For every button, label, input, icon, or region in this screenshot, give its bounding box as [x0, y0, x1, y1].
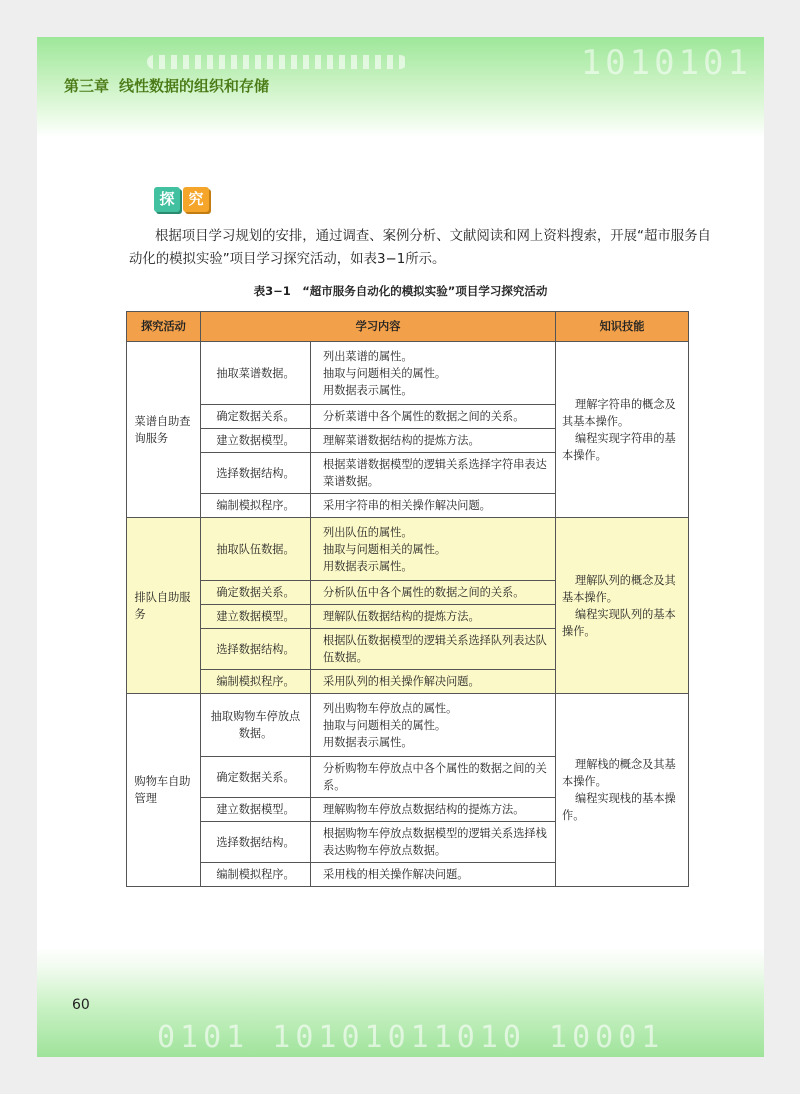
- header-wave-decoration: [147, 55, 407, 69]
- activity-cell: 菜谱自助查询服务: [127, 342, 201, 518]
- step-cell: 抽取购物车停放点数据。: [201, 694, 311, 757]
- intro-text: 根据项目学习规划的安排，通过调查、案例分析、文献阅读和网上资料搜索，开展“超市服务自动化的模拟实验”项目学习探究活动，如表3−1所示。: [129, 229, 711, 267]
- step-cell: 确定数据关系。: [201, 581, 311, 605]
- step-cell: 选择数据结构。: [201, 453, 311, 494]
- content-cell: 根据菜谱数据模型的逻辑关系选择字符串表达菜谱数据。: [311, 453, 556, 494]
- step-cell: 编制模拟程序。: [201, 494, 311, 518]
- intro-paragraph: [129, 225, 724, 271]
- chapter-heading: [64, 75, 279, 96]
- step-cell: 确定数据关系。: [201, 757, 311, 798]
- table-header-row: [127, 312, 689, 342]
- table-row: [127, 694, 689, 757]
- table-row: [127, 518, 689, 581]
- step-cell: 选择数据结构。: [201, 822, 311, 863]
- skills-cell: 理解栈的概念及其基本操作。 编程实现栈的基本操作。: [556, 694, 689, 887]
- content-cell: 根据队伍数据模型的逻辑关系选择队列表达队伍数据。: [311, 629, 556, 670]
- step-cell: 选择数据结构。: [201, 629, 311, 670]
- header-binary-decoration: 1010101: [580, 43, 752, 83]
- step-cell: 确定数据关系。: [201, 405, 311, 429]
- content-cell: 根据购物车停放点数据模型的逻辑关系选择栈表达购物车停放点数据。: [311, 822, 556, 863]
- header-band: [37, 37, 764, 137]
- content-cell: 分析菜谱中各个属性的数据之间的关系。: [311, 405, 556, 429]
- page-number: 60: [72, 997, 90, 1013]
- content-cell: 采用字符串的相关操作解决问题。: [311, 494, 556, 518]
- skills-cell: 理解字符串的概念及其基本操作。 编程实现字符串的基本操作。: [556, 342, 689, 518]
- content-cell: 分析购物车停放点中各个属性的数据之间的关系。: [311, 757, 556, 798]
- content-cell: 采用栈的相关操作解决问题。: [311, 863, 556, 887]
- activity-cell: 购物车自助管理: [127, 694, 201, 887]
- content-cell: 采用队列的相关操作解决问题。: [311, 670, 556, 694]
- content-cell: 理解购物车停放点数据结构的提炼方法。: [311, 798, 556, 822]
- activity-table: [126, 311, 689, 887]
- content-cell: 列出菜谱的属性。 抽取与问题相关的属性。 用数据表示属性。: [311, 342, 556, 405]
- badge-char-1: 探: [154, 187, 180, 212]
- step-cell: 建立数据模型。: [201, 798, 311, 822]
- header-skills: 知识技能: [556, 312, 689, 342]
- badge-char-2: 究: [183, 187, 209, 212]
- step-cell: 建立数据模型。: [201, 429, 311, 453]
- footer-band: [37, 947, 764, 1057]
- step-cell: 抽取队伍数据。: [201, 518, 311, 581]
- header-activity: 探究活动: [127, 312, 201, 342]
- content-cell: 列出购物车停放点的属性。 抽取与问题相关的属性。 用数据表示属性。: [311, 694, 556, 757]
- table-caption: 表3−1 “超市服务自动化的模拟实验”项目学习探究活动: [253, 284, 548, 298]
- step-cell: 编制模拟程序。: [201, 863, 311, 887]
- explore-badge-icon: [154, 187, 210, 212]
- content-cell: 列出队伍的属性。 抽取与问题相关的属性。 用数据表示属性。: [311, 518, 556, 581]
- chapter-label: 第三章: [64, 77, 110, 95]
- skills-cell: 理解队列的概念及其基本操作。 编程实现队列的基本操作。: [556, 518, 689, 694]
- step-cell: 抽取菜谱数据。: [201, 342, 311, 405]
- step-cell: 编制模拟程序。: [201, 670, 311, 694]
- content-cell: 理解队伍数据结构的提炼方法。: [311, 605, 556, 629]
- table-row: [127, 342, 689, 405]
- step-cell: 建立数据模型。: [201, 605, 311, 629]
- activity-cell: 排队自助服务: [127, 518, 201, 694]
- content-cell: 理解菜谱数据结构的提炼方法。: [311, 429, 556, 453]
- footer-binary-decoration: 0101 10101011010 10001: [157, 1020, 665, 1055]
- header-content: 学习内容: [201, 312, 556, 342]
- content-cell: 分析队伍中各个属性的数据之间的关系。: [311, 581, 556, 605]
- textbook-page: [37, 37, 764, 1057]
- chapter-title: 线性数据的组织和存储: [119, 77, 270, 95]
